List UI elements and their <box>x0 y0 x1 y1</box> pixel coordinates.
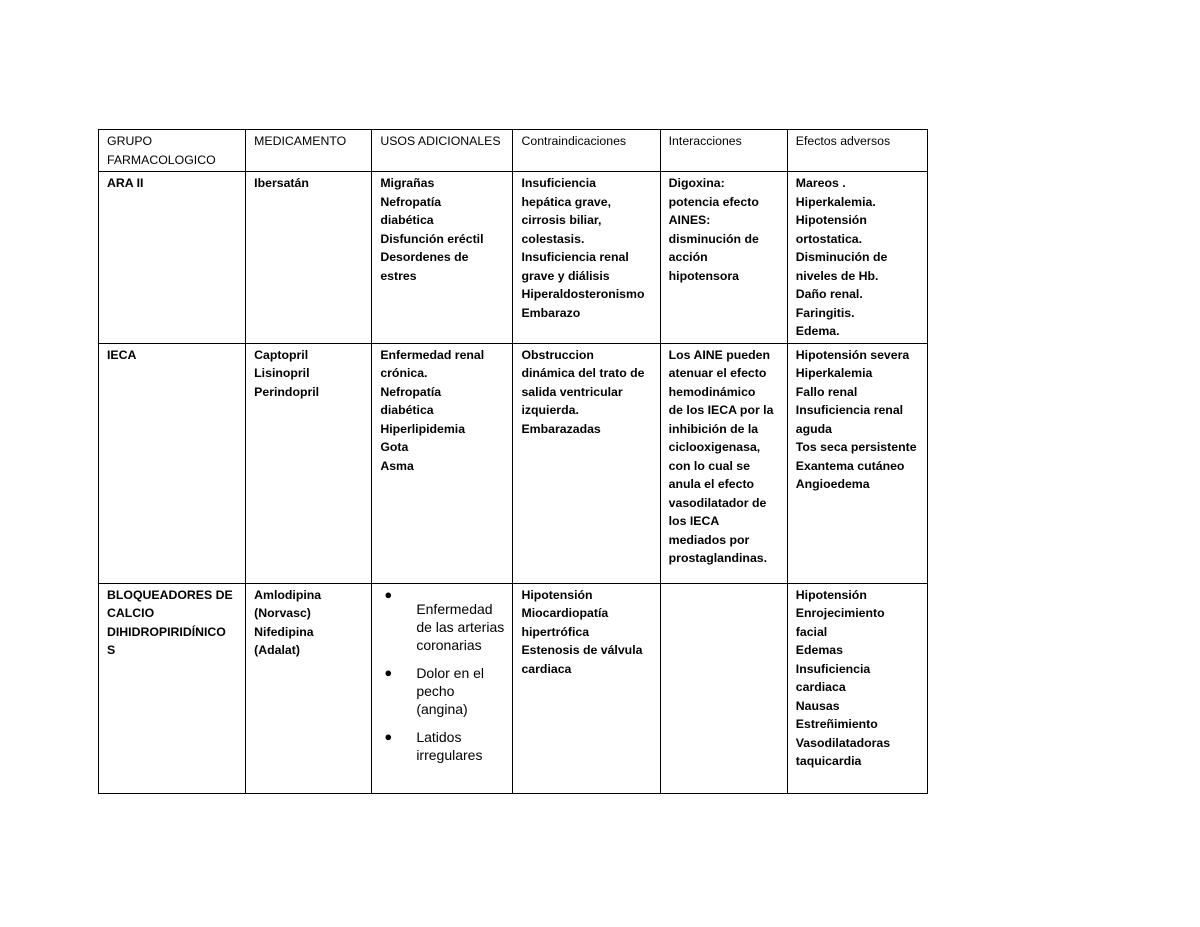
cell-line: Migrañas <box>380 176 435 190</box>
cell-line: dinámica del trato de <box>521 366 645 380</box>
cell-grupo <box>99 172 246 344</box>
list-item: ● Enfermedad de las arterias coronarias <box>384 586 505 653</box>
cell-line: Ibersatán <box>254 176 309 190</box>
cell-line: cirrosis biliar, <box>521 213 602 227</box>
cell-line: Angioedema <box>795 477 870 491</box>
cell-line: Lisinopril <box>254 366 310 380</box>
cell-line: Los AINE pueden <box>668 347 770 362</box>
cell-line: (Norvasc) <box>254 606 311 620</box>
cell-interacciones <box>660 172 787 344</box>
table-header-row <box>99 130 928 172</box>
cell-line: Nefropatía <box>380 194 442 209</box>
cell-line: aguda <box>795 421 832 436</box>
cell-contraindicaciones <box>513 583 660 793</box>
cell-contraindicaciones <box>513 172 660 344</box>
cell-line: Daño renal. <box>795 287 863 301</box>
cell-line: Hiperlipidemia <box>380 421 466 436</box>
header-medicamento: MEDICAMENTO <box>246 130 372 172</box>
cell-contraindicaciones <box>513 343 660 583</box>
cell-line: Insuficiencia <box>795 661 871 676</box>
cell-line: Enfermedad renal <box>380 347 485 362</box>
cell-line: inhibición de la <box>668 421 759 436</box>
cell-line: disminución de <box>668 231 759 246</box>
cell-efectos <box>787 583 927 793</box>
cell-line: cardiaca <box>795 680 846 694</box>
cell-line: S <box>107 643 116 657</box>
cell-interacciones <box>660 583 787 793</box>
cell-line: colestasis. <box>521 231 585 246</box>
cell-line: Asma <box>380 458 414 473</box>
cell-line: anula el efecto <box>668 477 755 491</box>
cell-line: Faringitis. <box>795 305 855 320</box>
cell-line: (Adalat) <box>254 643 300 657</box>
header-contraindicaciones: Contraindicaciones <box>513 130 660 172</box>
cell-line: Fallo renal <box>795 384 858 399</box>
cell-line: Amlodipina <box>254 587 322 602</box>
header-usos: USOS ADICIONALES <box>372 130 513 172</box>
cell-line: Edemas <box>795 643 843 657</box>
cell-line: acción <box>668 250 708 264</box>
cell-medicamento <box>246 343 372 583</box>
cell-line: ortostatica. <box>795 231 863 246</box>
cell-line: Nausas <box>795 698 840 713</box>
cell-medicamento <box>246 172 372 344</box>
cell-line: diabética <box>380 213 434 227</box>
list-item: ● Latidos irregulares <box>384 728 483 763</box>
table-row <box>99 343 928 583</box>
cell-line: niveles de Hb. <box>795 268 879 283</box>
header-efectos: Efectos adversos <box>787 130 927 172</box>
cell-line: Hipotensión <box>795 213 867 227</box>
usos-bullet-list <box>380 586 506 764</box>
cell-line: Hiperaldosteronismo <box>521 287 645 301</box>
cell-line: IECA <box>107 347 137 362</box>
cell-line: hipertrófica <box>521 624 590 639</box>
cell-line: salida ventricular <box>521 384 623 399</box>
cell-line: Mareos . <box>795 176 846 190</box>
cell-line: Disfunción eréctil <box>380 231 484 246</box>
cell-line: BLOQUEADORES DE <box>107 587 233 602</box>
cell-line: prostaglandinas. <box>668 551 768 565</box>
cell-efectos <box>787 343 927 583</box>
cell-line: hepática grave, <box>521 194 612 209</box>
cell-line: AINES: <box>668 213 711 227</box>
cell-line: Insuficiencia <box>521 176 596 190</box>
cell-line: Nifedipina <box>254 624 314 639</box>
cell-line: estres <box>380 268 417 283</box>
cell-line: grave y diálisis <box>521 268 610 283</box>
cell-line: Nefropatía <box>380 384 442 399</box>
cell-line: Edema. <box>795 324 840 338</box>
cell-line: cardiaca <box>521 661 572 676</box>
bullet-icon: ● <box>384 664 393 680</box>
cell-line: Digoxina: <box>668 176 725 190</box>
cell-line: Hipotensión <box>521 587 593 602</box>
cell-grupo <box>99 583 246 793</box>
cell-line: ciclooxigenasa, <box>668 440 761 454</box>
cell-line: Hiperkalemia. <box>795 194 876 209</box>
cell-line: Enrojecimiento <box>795 606 885 620</box>
cell-line: atenuar el efecto <box>668 366 767 380</box>
cell-line: Gota <box>380 440 409 454</box>
cell-grupo <box>99 343 246 583</box>
cell-line: Hipotensión severa <box>795 347 910 362</box>
cell-line: Embarazadas <box>521 421 601 436</box>
cell-line: DIHIDROPIRIDÍNICO <box>107 624 226 639</box>
cell-interacciones <box>660 343 787 583</box>
cell-usos <box>372 343 513 583</box>
cell-line: Desordenes de <box>380 250 469 264</box>
cell-line: Tos seca persistente <box>795 440 917 454</box>
cell-usos <box>372 172 513 344</box>
pharmacology-table <box>98 129 928 794</box>
bullet-icon: ● <box>384 728 393 744</box>
cell-line: Exantema cutáneo <box>795 458 905 473</box>
cell-line: Vasodilatadoras <box>795 735 891 750</box>
table-row <box>99 172 928 344</box>
cell-line: Estenosis de válvula <box>521 643 643 657</box>
cell-line: izquierda. <box>521 403 579 417</box>
cell-line: crónica. <box>380 366 428 380</box>
cell-line: Disminución de <box>795 250 888 264</box>
cell-line: Embarazo <box>521 305 581 320</box>
cell-usos <box>372 583 513 793</box>
cell-line: Miocardiopatía <box>521 606 609 620</box>
header-interacciones: Interacciones <box>660 130 787 172</box>
cell-line: vasodilatador de <box>668 495 767 510</box>
cell-line: mediados por <box>668 532 750 547</box>
cell-line: potencia efecto <box>668 194 759 209</box>
cell-line: Insuficiencia renal <box>795 403 904 417</box>
cell-efectos <box>787 172 927 344</box>
cell-medicamento <box>246 583 372 793</box>
cell-line: Estreñimiento <box>795 717 878 731</box>
cell-line: de los IECA por la <box>668 403 774 417</box>
header-grupo: GRUPO FARMACOLOGICO <box>99 130 246 172</box>
cell-line: taquicardia <box>795 754 862 768</box>
cell-line: los IECA <box>668 514 720 528</box>
table-row <box>99 583 928 793</box>
cell-line: Obstruccion <box>521 347 594 362</box>
bullet-icon: ● <box>384 586 393 602</box>
cell-line: CALCIO <box>107 606 155 620</box>
cell-line: facial <box>795 624 828 639</box>
cell-line: Perindopril <box>254 384 320 399</box>
cell-line: Hipotensión <box>795 587 867 602</box>
cell-line: hipotensora <box>668 268 740 283</box>
cell-line: hemodinámico <box>668 384 756 399</box>
cell-line: con lo cual se <box>668 458 750 473</box>
list-item: ● Dolor en el pecho (angina) <box>384 664 485 717</box>
cell-line: ARA II <box>107 176 144 190</box>
cell-line: Hiperkalemia <box>795 366 873 380</box>
cell-line: diabética <box>380 403 434 417</box>
cell-line: Captopril <box>254 347 309 362</box>
cell-line: Insuficiencia renal <box>521 250 629 264</box>
